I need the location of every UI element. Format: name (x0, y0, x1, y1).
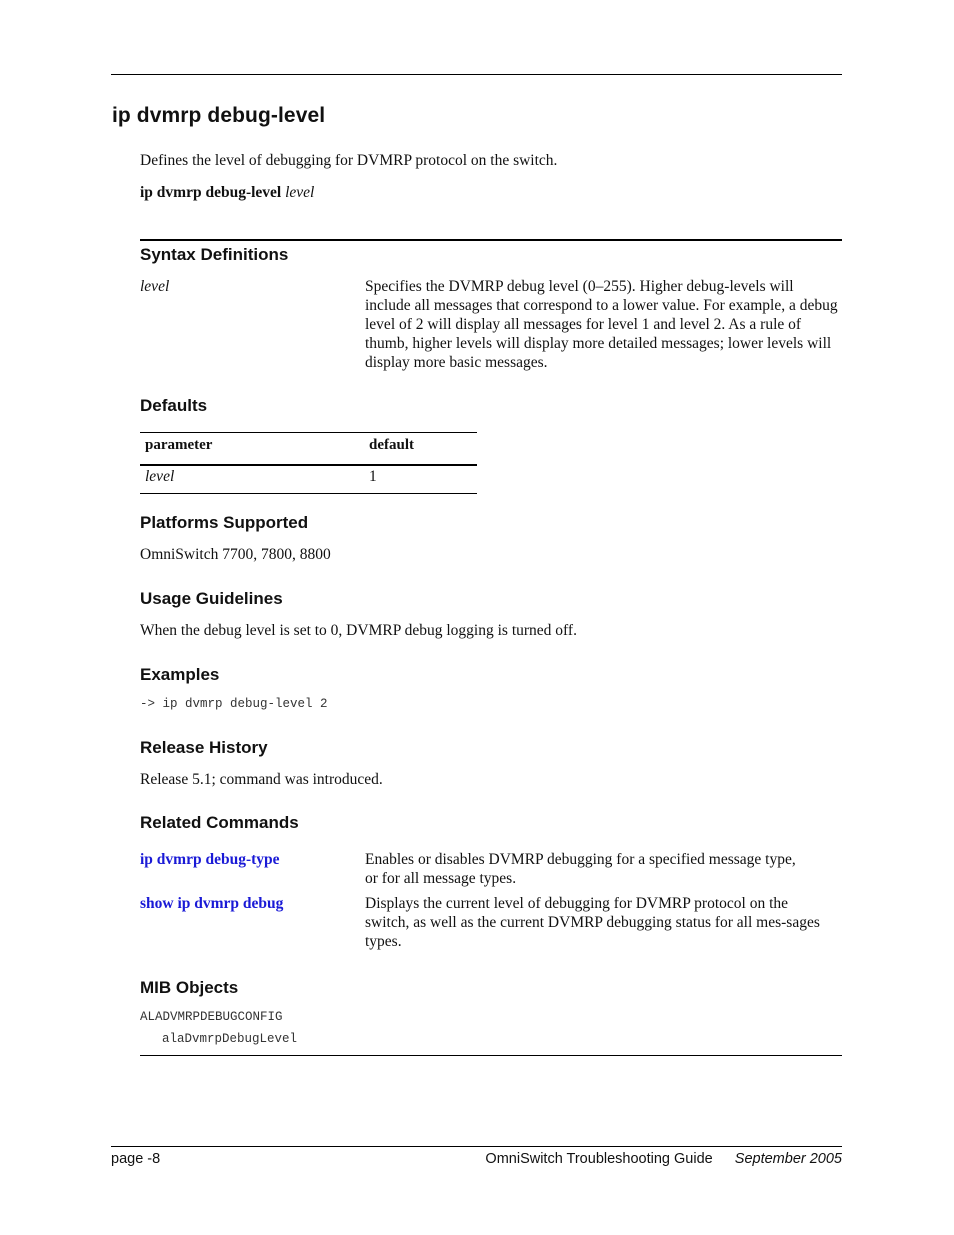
release-history-heading: Release History (140, 738, 268, 757)
platforms-text: OmniSwitch 7700, 7800, 8800 (140, 546, 331, 563)
command-syntax (140, 183, 314, 202)
related-command-link-debug-type[interactable]: ip dvmrp debug-type (140, 851, 280, 868)
defaults-row-parameter: level (145, 468, 175, 485)
defaults-heading: Defaults (140, 396, 208, 415)
command-title: ip dvmrp debug-level (112, 104, 326, 127)
syntax-term: level (140, 278, 170, 295)
related-command-link-show-debug[interactable]: show ip dvmrp debug (140, 895, 284, 912)
platforms-heading: Platforms Supported (140, 513, 309, 532)
defaults-table-top-rule (140, 432, 477, 433)
mib-object-name: alaDvmrpDebugLevel (162, 1032, 298, 1046)
related-commands-heading: Related Commands (140, 813, 299, 832)
example-code: -> ip dvmrp debug-level 2 (140, 697, 328, 711)
defaults-row-default: 1 (369, 468, 377, 485)
syntax-definition: Specifies the DVMRP debug level (0–255). Higher debug-levels will include all messages that correspond to a lower value. For example, a debug level of 2 will display all messages for level 1 and level 2. As a rule of thumb, higher levels will display more detailed messages; lower levels will display more basic messages. (365, 278, 838, 371)
syntax-keyword: ip dvmrp debug-level (140, 184, 282, 201)
section-rule (140, 239, 842, 241)
defaults-table-head-rule (140, 464, 477, 466)
defaults-table-bottom-rule (140, 493, 477, 494)
examples-heading: Examples (140, 665, 220, 684)
footer-date: September 2005 (734, 1151, 842, 1167)
syntax-param: level (285, 184, 315, 201)
command-description: Defines the level of debugging for DVMRP protocol on the switch. (140, 152, 558, 169)
section-end-rule (140, 1055, 842, 1056)
usage-text: When the debug level is set to 0, DVMRP debug logging is turned off. (140, 622, 577, 639)
header-rule (111, 74, 842, 75)
syntax-definitions-heading: Syntax Definitions (140, 245, 289, 264)
release-history-text: Release 5.1; command was introduced. (140, 771, 383, 788)
related-command-description: Displays the current level of debugging for DVMRP protocol on the switch, as well as the current DVMRP debugging status for all mes-sages types. (365, 895, 820, 950)
mib-objects-heading: MIB Objects (140, 978, 239, 997)
defaults-col-default: default (369, 437, 414, 453)
mib-table-name: ALADVMRPDEBUGCONFIG (140, 1010, 283, 1024)
footer-guide-title (485, 1151, 842, 1167)
footer-page-number: page -8 (111, 1151, 161, 1167)
related-command-description: Enables or disables DVMRP debugging for a specified message type, or for all message types. (365, 851, 796, 887)
footer-rule (111, 1146, 842, 1147)
defaults-col-parameter: parameter (145, 437, 213, 453)
usage-heading: Usage Guidelines (140, 589, 283, 608)
footer-guide-name: OmniSwitch Troubleshooting Guide (485, 1151, 713, 1167)
